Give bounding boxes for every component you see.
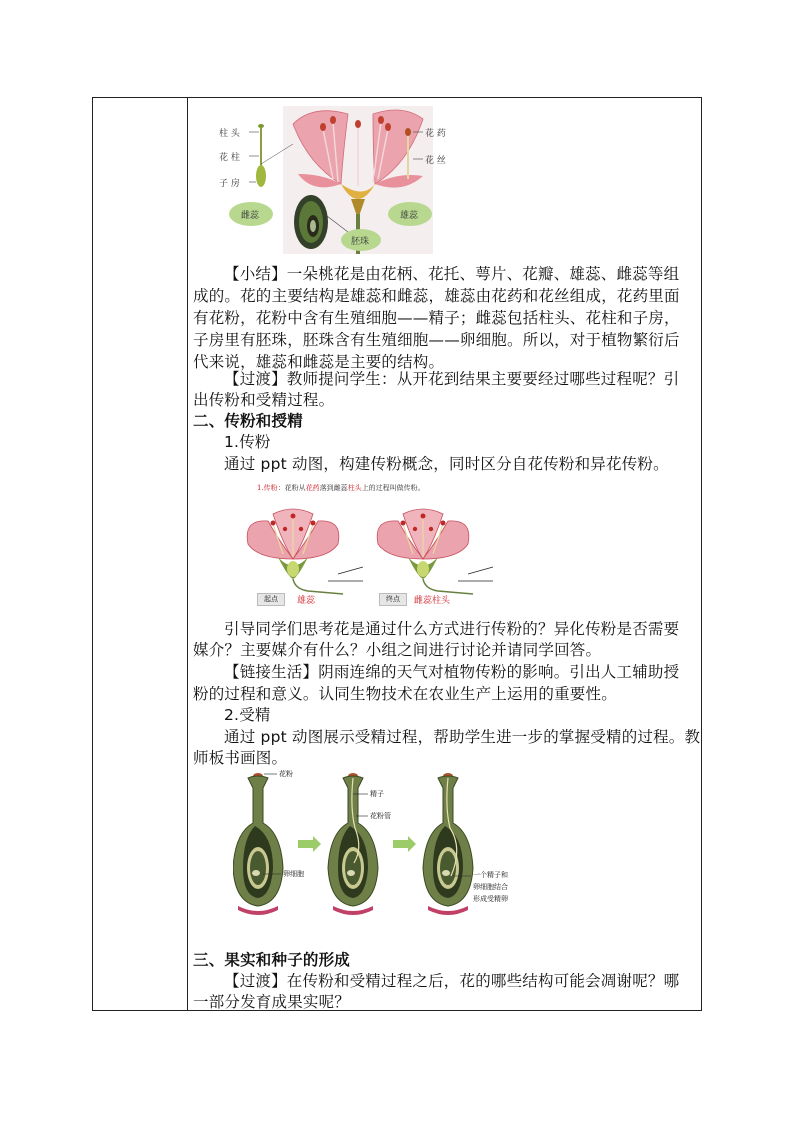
lesson-table — [92, 97, 702, 1011]
flower-structure-figure — [219, 104, 573, 254]
summary-line-5: 代来说，雄蕊和雌蕊是主要的结构。 — [193, 353, 445, 371]
end-box: 终点 — [379, 593, 407, 606]
transition-line-2: 出传粉和受精过程。 — [193, 391, 335, 409]
guide-line-1: 引导同学们思考花是通过什么方式进行传粉的？异化传粉是否需要 — [224, 620, 680, 638]
subheading-pollination: 1.传粉 — [224, 433, 271, 451]
end-label: 雌蕊柱头 — [414, 596, 451, 606]
label-stigma: 柱 头 — [219, 129, 240, 139]
label-fusion-1: 一个精子和 — [473, 871, 508, 879]
label-egg-cell: 卵细胞 — [283, 870, 304, 878]
summary-line-1: 【小结】一朵桃花是由花柄、花托、萼片、花瓣、雄蕊、雌蕊等组 — [224, 265, 680, 283]
fertilization-figure — [233, 768, 508, 923]
section-heading-fruit-seed: 三、果实和种子的形成 — [193, 951, 351, 969]
life-line-2: 粉的过程和意义。认同生物技术在农业生产上运用的重要性。 — [193, 685, 617, 703]
caption-mid1: ：花粉从 — [277, 484, 306, 492]
label-ovary: 子 房 — [219, 179, 240, 189]
label-fusion-2: 卵细胞结合 — [473, 883, 508, 891]
summary-line-4: 子房里有胚珠，胚珠含有生殖细胞——卵细胞。所以，对于植物繁衍后 — [193, 331, 680, 349]
content-cell — [193, 98, 699, 1010]
pollination-text: 通过 ppt 动图，构建传粉概念，同时区分自花传粉和异花传粉。 — [224, 455, 669, 473]
arrow-2-icon — [393, 836, 416, 852]
summary-line-3: 有花粉，花粉中含有生殖细胞——精子；雌蕊包括柱头、花柱和子房， — [193, 309, 680, 327]
subheading-fertilization: 2.受精 — [224, 706, 271, 724]
life-line-1: 【链接生活】阴雨连绵的天气对植物传粉的影响。引出人工辅助授 — [224, 663, 680, 681]
pollination-caption — [257, 483, 425, 493]
caption-end: 上的过程叫做传粉。 — [361, 484, 425, 492]
label-stamen: 雄蕊 — [400, 211, 419, 221]
label-fusion-3: 形成受精卵 — [473, 895, 508, 903]
caption-red1: 花药 — [305, 484, 320, 492]
label-pollen: 花粉 — [279, 770, 293, 778]
section3-line-1: 【过渡】在传粉和受精过程之后，花的哪些结构可能会凋谢呢？哪 — [224, 972, 680, 990]
caption-mid2: 落到雌蕊 — [319, 484, 348, 492]
transition-line-1: 【过渡】教师提问学生：从开花到结果主要要经过哪些过程呢？引 — [224, 370, 680, 388]
summary-line-2: 成的。花的主要结构是雄蕊和雌蕊，雄蕊由花药和花丝组成，花药里面 — [193, 287, 680, 305]
pistil-stage-1-icon — [233, 773, 283, 915]
fertilization-line-1: 通过 ppt 动图展示受精过程，帮助学生进一步的掌握受精的过程。教 — [224, 728, 701, 746]
label-filament: 花 丝 — [425, 156, 446, 166]
label-pistil: 雌蕊 — [241, 211, 260, 221]
flower-left-icon — [247, 509, 363, 594]
label-anther: 花 药 — [425, 129, 446, 139]
flower-right-icon — [377, 509, 493, 594]
start-box: 起点 — [257, 593, 285, 606]
label-ovule: 胚珠 — [351, 237, 370, 247]
start-label: 雄蕊 — [297, 596, 316, 606]
label-style: 花 柱 — [219, 153, 240, 163]
section3-line-2: 一部分发育成果实呢？ — [193, 993, 351, 1011]
pistil-stage-3-icon — [423, 773, 473, 915]
section-heading-pollination: 二、传粉和授精 — [193, 412, 303, 430]
pollination-figure — [243, 483, 543, 608]
label-sperm: 精子 — [370, 790, 384, 798]
arrow-1-icon — [298, 836, 321, 852]
label-pollen-tube: 花粉管 — [370, 812, 391, 820]
fertilization-line-2: 师板书画图。 — [193, 749, 288, 767]
pollination-flowers-illustration — [243, 499, 543, 599]
caption-prefix: 1.传粉 — [257, 484, 278, 492]
caption-red2: 柱头 — [347, 484, 362, 492]
guide-line-2: 媒介？主要媒介有什么？小组之间进行讨论并请同学回答。 — [193, 641, 602, 659]
fertilization-illustration — [233, 768, 503, 923]
flower-structure-illustration — [223, 104, 573, 254]
column-divider — [187, 98, 188, 1010]
